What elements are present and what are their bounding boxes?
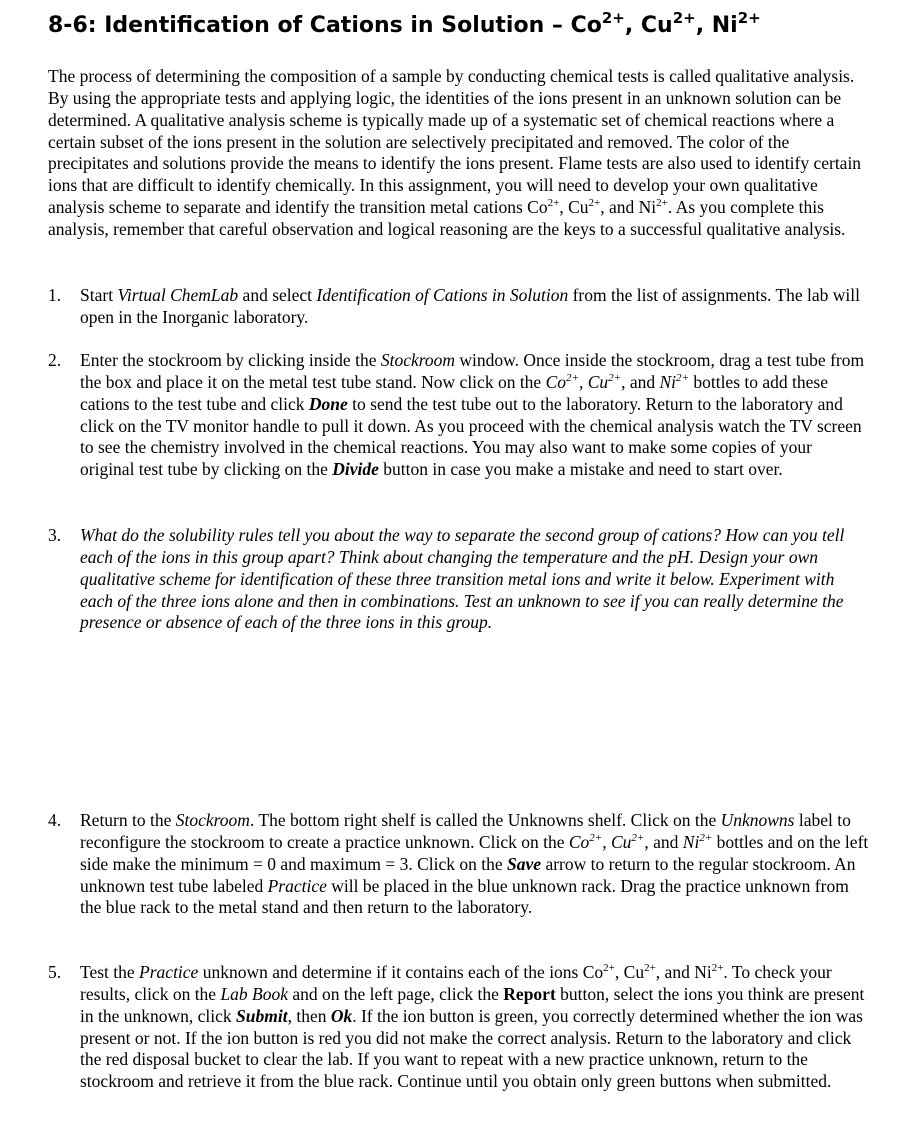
separator: , [624,13,641,38]
ion-charge: 2+ [608,371,622,384]
text-run: Test the [80,962,140,982]
step-text [80,525,870,634]
step-number: 4. [48,810,62,830]
emphasis-text: Lab Book [220,983,289,1004]
ion-symbol: Co [570,13,602,38]
text-run: unknown and determine if it contains each of the ions Co [198,962,604,982]
ion-charge: 2+ [699,831,713,844]
emphasis-text: Cu [610,831,632,852]
step-text [80,810,870,919]
text-run: . If the ion button is green, you correctly determined whether the ion was present or not. If the ion button is red you did not make the correct analysis. Return to the laboratory and click the red disposal bucket to clear the lab. If you want to repeat with a new practice unknown, return to the stockroom and retrieve it from the blue rack. Continue until you obtain only green buttons when submitted. [80,1005,863,1092]
step-number: 1. [48,285,62,305]
text-run: to send the test tube out to the laboratory. Return to the laboratory and click on the TV monitor handle to pull it down. As you proceed with the chemical analysis watch the TV screen to see the chemistry involved in the chemical reactions. You may also want to make some copies of your original test tube by clicking on the [80,393,862,480]
ion-charge: 2+ [737,9,761,27]
ion-charge: 2+ [588,197,601,210]
ion-charge: 2+ [672,9,696,27]
step-text [80,962,870,1093]
emphasis-text: What do the solubility rules tell you about the way to separate the second group of cations? How can you tell each of the ions in this group apart? Think about changing the temperature and the pH. Design your own qualitative scheme for identification of these three transition metal ions and write it below. Experiment with each of the three ions alone and then in combinations. Test an unknown to see if you can really determine the presence or absence of each of the three ions in this group. [80,525,845,633]
button-name-text: Divide [332,459,379,480]
text-run: will be placed in the blue unknown rack. Drag the practice unknown from the blue rack to the metal stand and then return to the laboratory. [80,875,849,918]
ion-charge: 2+ [644,962,656,974]
text-run: label to reconfigure the stockroom to create a practice unknown. Click on the [80,810,851,852]
emphasis-text: Stockroom [175,810,250,830]
ion-symbol: Ni [711,13,738,38]
text-run: button, select the ions you think are present in the unknown, click [80,983,865,1026]
step-number: 5. [48,962,62,982]
ion-charge: 2+ [676,371,689,384]
text-run: and on the left page, click the [288,983,504,1004]
text-run: . As you complete this analysis, remember that careful observation and logical reasoning are the keys to a successful qualitative analysis. [48,197,846,239]
emphasis-text: Co [568,831,590,852]
text-run: , Cu [614,962,645,982]
page-title [48,9,761,38]
ion-charge: 2+ [656,197,668,210]
text-run: from the list of assignments. The lab will open in the Inorganic laboratory. [80,285,861,327]
ion-charge: 2+ [603,962,615,974]
text-run: , and Ni [655,962,712,982]
emphasis-text: Identification of Cations in Solution [316,285,569,305]
text-run: , then [287,1005,331,1026]
ion-charge: 2+ [589,831,603,844]
emphasis-text: Virtual ChemLab [117,285,239,305]
text-run: , Cu [559,197,589,218]
step-text [80,285,870,329]
emphasis-text: Co [545,371,567,392]
text-run: Enter the stockroom by clicking inside the [80,350,381,370]
intro-paragraph [48,66,863,241]
text-run: arrow to return to the regular stockroom. An unknown test tube labeled [80,853,856,896]
ion-charge: 2+ [711,962,724,974]
emphasis-text: , [602,831,611,852]
emphasis-text: , [578,371,588,392]
step-text [80,350,870,481]
emphasis-text: Unknowns [720,810,795,830]
step-number: 3. [48,525,62,545]
emphasis-text: Ni [682,831,700,852]
ion-charge: 2+ [601,9,625,27]
emphasis-text: Ni [659,371,677,392]
text-run: window. Once inside the stockroom, drag a test tube from the box and place it on the metal test tube stand. Now click on the [80,350,865,392]
text-run: and select [238,285,317,305]
text-run: button in case you make a mistake and need to start over. [378,459,783,480]
bold-text: Report [503,983,556,1004]
button-name-text: Submit [236,1005,288,1026]
text-run: The process of determining the composition of a sample by conducting chemical tests is called qualitative analysis. By using the appropriate tests and applying logic, the identities of the ions present in an unknown solution can be determined. A qualitative analysis scheme is typically made up of a systematic set of chemical reactions where a certain subset of the ions present in the solution are selectively precipitated and removed. The color of the precipitates and solutions provide the means to identify the ions present. Flame tests are also used to identify certain ions that are difficult to identify chemically. In this assignment, you will need to develop your own qualitative analysis scheme to separate and identify the transition metal cations Co [48,66,862,218]
text-run: . The bottom right shelf is called the Unknowns shelf. Click on the [249,810,721,830]
text-run: , and [621,371,660,392]
button-name-text: Done [308,393,348,414]
text-run: , and [644,831,683,852]
text-run: bottles to add these cations to the test tube and click [80,371,828,414]
text-run: bottles and on the left side make the minimum = 0 and maximum = 3. Click on the [80,831,869,874]
emphasis-text: Cu [587,371,609,392]
button-name-text: Ok [330,1005,353,1026]
text-run: . To check your results, click on the [80,962,832,1004]
emphasis-text: Practice [267,875,327,896]
emphasis-text: Practice [139,962,199,982]
text-run: , and Ni [600,197,657,218]
title-text: 8-6: Identification of Cations in Solution – [48,13,571,38]
text-run: Start [80,285,118,305]
button-name-text: Save [507,853,542,874]
separator: , [695,13,712,38]
text-run: Return to the [80,810,176,830]
ion-symbol: Cu [640,13,673,38]
ion-charge: 2+ [566,371,579,384]
step-number: 2. [48,350,62,370]
ion-charge: 2+ [631,831,645,844]
ion-charge: 2+ [547,197,560,210]
emphasis-text: Stockroom [380,350,456,370]
